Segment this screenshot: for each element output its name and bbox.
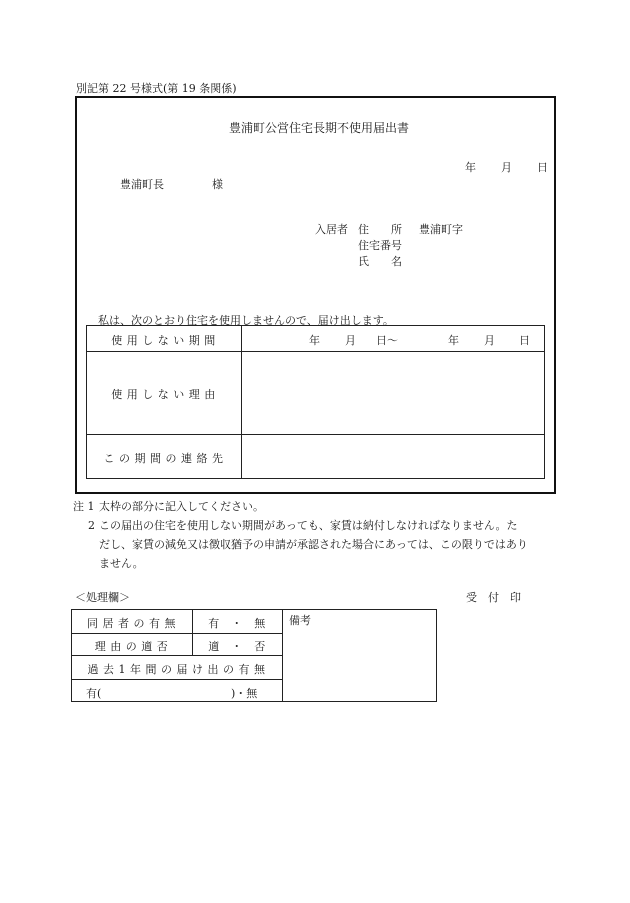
date-month-label: 月 [501, 161, 512, 174]
period-start-year: 年 [309, 334, 320, 347]
stamp-label: 受 付 印 [466, 591, 521, 604]
remarks-label: 備考 [289, 614, 311, 627]
period-end-year: 年 [448, 334, 459, 347]
address-value: 豊浦町字 [419, 223, 463, 236]
past-year-value-left: 有( [86, 687, 102, 700]
detail-table-rule-1 [86, 351, 545, 352]
form-title: 豊浦町公営住宅長期不使用届出書 [229, 121, 410, 135]
date-day-label: 日 [537, 161, 548, 174]
detail-table-divider [241, 325, 242, 479]
addressee-name: 豊浦町長 [120, 178, 164, 191]
date-year-label: 年 [465, 161, 476, 174]
processing-rule-2 [71, 655, 282, 656]
address-label: 住 所 [358, 223, 402, 236]
house-number-label: 住宅番号 [358, 239, 402, 252]
note-2-line-2: だし、家賃の減免又は徴収猶予の申請が承認された場合にあっては、この限りではあり [99, 538, 528, 551]
contact-label: こ の 期 間 の 連 絡 先 [103, 452, 224, 465]
form-reference: 別記第 22 号様式(第 19 条関係) [76, 82, 237, 95]
declaration-text: 私は、次のとおり住宅を使用しませんので、届け出します。 [98, 314, 394, 327]
note-1-text: 太枠の部分に記入してください。 [99, 500, 264, 513]
reason-valid-value: 適 ・ 否 [208, 640, 266, 653]
period-end-month: 月 [484, 334, 495, 347]
processing-rule-1 [71, 633, 282, 634]
period-start-day: 日〜 [376, 334, 398, 347]
processing-remarks-divider [282, 609, 283, 702]
addressee-suffix: 様 [212, 178, 223, 191]
detail-table-rule-2 [86, 434, 545, 435]
reason-label: 使 用 し な い 理 由 [111, 388, 216, 401]
applicant-label: 入居者 [315, 223, 348, 236]
period-label: 使 用 し な い 期 間 [111, 334, 216, 347]
note-1-marker: 注 1 [73, 500, 95, 513]
reason-valid-label: 理 由 の 適 否 [94, 640, 169, 653]
processing-rule-3 [71, 679, 282, 680]
past-year-label: 過 去 1 年 間 の 届 け 出 の 有 無 [87, 663, 266, 676]
cohabitant-value: 有 ・ 無 [208, 617, 266, 630]
processing-heading: ＜処理欄＞ [75, 591, 130, 604]
period-start-month: 月 [345, 334, 356, 347]
note-2-line-3: ません。 [99, 557, 144, 570]
cohabitant-label: 同 居 者 の 有 無 [87, 617, 176, 630]
name-label: 氏 名 [358, 255, 402, 268]
period-end-day: 日 [519, 334, 530, 347]
past-year-value-right: )・無 [231, 687, 258, 700]
note-2-marker: 2 [88, 519, 95, 532]
note-2-line-1: この届出の住宅を使用しない期間があっても、家賃は納付しなければなりません。た [99, 519, 518, 532]
